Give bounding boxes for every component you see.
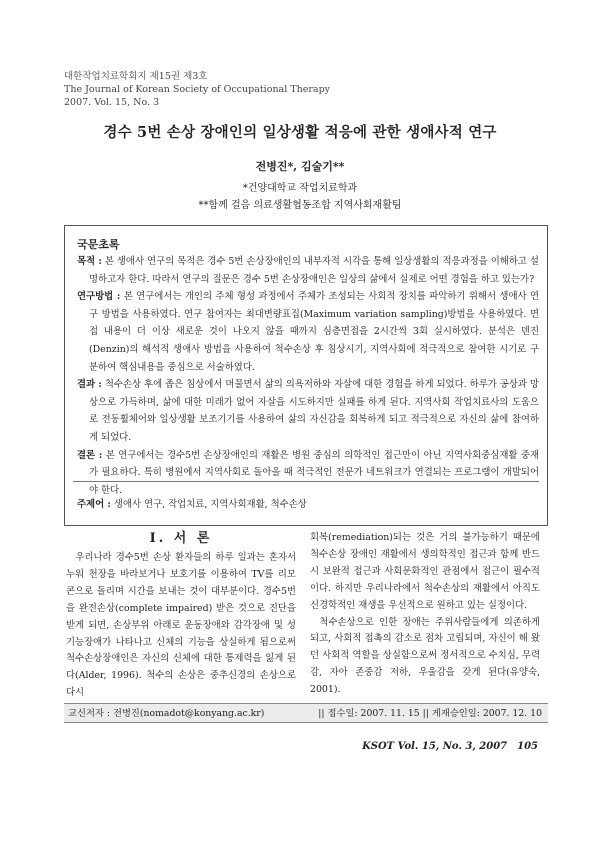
abstract-purpose-label: 목적 :: [77, 256, 102, 267]
abstract-method-text: 본 연구에서는 개인의 주체 형성 과정에서 주체가 조성되는 사회적 장치를 파악하기 위해서 생애사 연구 방법을 사용하였다. 연구 참여자는 최대변량표집(Maximum variation sampling)방법을 사용하였다. 면접 내용이 더 이상 새로운 것이 나오지 않을 때까지 심층면접을 2시간씩 3회 실시하였다. 분석은 덴진(Denzin)의 해석적 생애사 방법을 사용하여 척수손상 후 침상시기, 지역사회에 적극적으로 참여한 시기로 구분하여 핵심내용을 중심으로 서술하였다.: [89, 291, 540, 373]
abstract-results-label: 결과 :: [77, 379, 102, 391]
abstract-box: [64, 225, 548, 526]
submission-dates: || 접수일: 2007. 11. 15 || 게재승인일: 2007. 12. 10: [318, 708, 542, 719]
body-paragraph: 회복(remediation)되는 것은 거의 불가능하기 때문에 척수손상 장애인 재활에서 생의학적인 접근과 함께 반드시 보완적 접근과 사회문화적인 관점에서 접근이 필수적이다. 하지만 우리나라에서 척수손상의 재활에서 아직도 신경학적인 재생을 우선적으로 원하고 있는 실정이다.: [310, 532, 540, 611]
keywords-text: 생애사 연구, 작업치료, 지역사회재활, 척수손상: [113, 499, 307, 510]
keywords: [77, 496, 307, 510]
abstract-purpose-text: 본 생애사 연구의 목적은 경수 5번 손상장애인의 내부자적 시각을 통해 일상생활의 적응과정을 이해하고 설명하고자 한다. 따라서 연구의 질문은 경수 5번 손상장애인은 일상의 삶에서 실제로 어떤 경험을 하고 있는가?: [89, 256, 539, 285]
body-paragraph: 척수손상으로 인한 장애는 주위사람들에게 의존하게 되고, 사회적 접촉의 감소로 점차 고립되며, 자신이 해 왔던 사회적 역할을 상실함으로써 정서적으로 수치심, 무력감, 자아 존중감 저하, 우울감을 갖게 된다(유양숙, 2001).: [310, 616, 540, 696]
abstract-divider: [73, 481, 539, 482]
abstract-method: [77, 288, 539, 376]
page-number: 105: [517, 741, 538, 752]
abstract-conclusion-text: 본 연구에서는 경수5번 손상장애인의 재활은 병원 중심의 의학적인 접근만이 아닌 지역사회중심재활 중재가 필요하다. 특히 병원에서 지역사회로 돌아올 때 적극적인 전문가 네트워크가 연결되는 프로그램이 개발되어야 한다.: [89, 449, 540, 496]
corresponding-author: 교신저자 : 전병진(nomadot@konyang.ac.kr): [68, 708, 265, 719]
journal-english-title: The Journal of Korean Society of Occupational Therapy: [64, 84, 331, 95]
abstract-purpose: [77, 253, 539, 288]
paper-title: 경수 5번 손상 장애인의 일상생활 적응에 관한 생애사적 연구: [103, 124, 497, 141]
abstract-conclusion: [77, 447, 539, 500]
body-right-column: [310, 530, 540, 699]
abstract-results-text: 척수손상 후에 좁은 침상에서 머물면서 삶의 의욕저하와 자살에 대한 경험을 하게 되었다. 하루가 공상과 망상으로 가득하며, 삶에 대한 미래가 없어 자살을 시도하지만 실패를 하게 된다. 지역사회 작업치료사의 도움으로 전동휠체어와 일상생활 보조기기를 사용하여 삶의 자신감을 회복하게 되고 적극적으로 자신의 삶에 참여하게 되었다.: [89, 379, 539, 443]
body-paragraph: 우리나라 경수5번 손상 환자들의 하루 일과는 혼자서 누워 천장을 바라보거나 보호기를 이용하여 TV를 리모콘으로 돌리며 시간을 보내는 것이 대부분이다. 경수5번을 완전손상(complete impaired) 받은 것으로 진단을 받게 되면, 손상부위 아래로 운동장애와 감각장애 및 성기능장애가 나타나고 신체의 기능을 상실하게 됨으로써 척수손상장애인은 자신의 신체에 대한 통제력을 잃게 된다(Alder, 1996). 척수의 손상은 중추신경의 손상으로 다시: [66, 552, 296, 699]
keywords-label: 주제어 :: [77, 499, 111, 510]
journal-volume: 2007. Vol. 15, No. 3: [64, 97, 160, 108]
body-left-column: [66, 530, 296, 702]
affiliation-1: *건양대학교 작업치료학과: [242, 183, 358, 194]
abstract-results: [77, 376, 539, 446]
section-heading-introduction: Ⅰ. 서 론: [149, 531, 213, 546]
journal-info: [64, 70, 330, 109]
abstract-body: [77, 253, 539, 499]
footer-citation: KSOT Vol. 15, No. 3, 2007: [362, 741, 508, 752]
abstract-conclusion-label: 결론 :: [77, 449, 103, 461]
affiliation-2: **함께 걸음 의료생활협동조합 지역사회재활팀: [198, 200, 402, 211]
authors: 전병진*, 김술기**: [255, 160, 345, 173]
journal-korean-title: 대한작업치료학회지 제15권 제3호: [64, 71, 208, 82]
abstract-method-label: 연구방법 :: [77, 291, 121, 303]
corresponding-author-bar: [64, 703, 548, 723]
abstract-heading: 국문초록: [77, 238, 120, 251]
page-footer: [362, 741, 538, 752]
